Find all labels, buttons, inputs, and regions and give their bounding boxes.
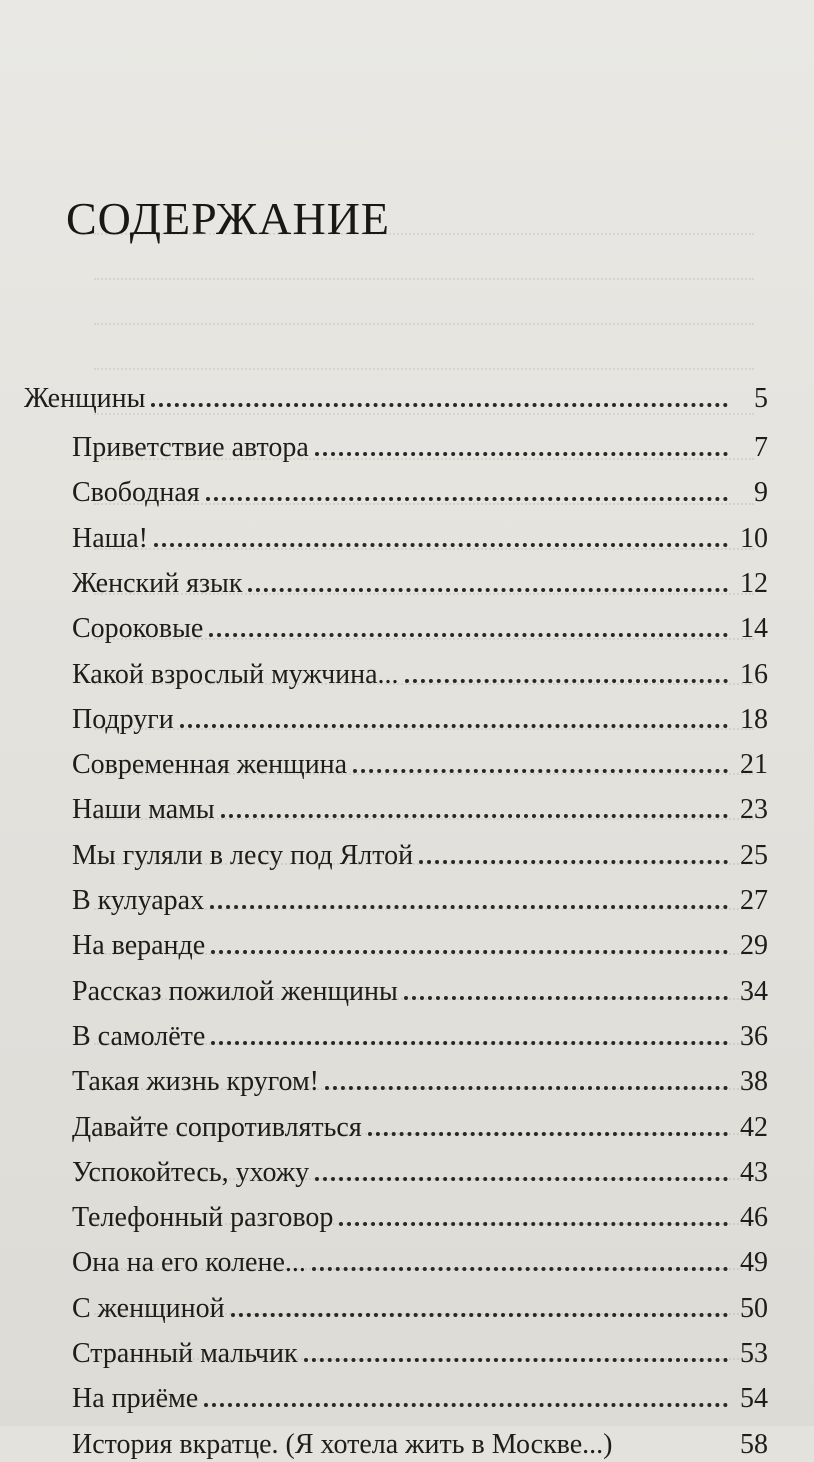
entry-page-number: 29 [740, 930, 768, 961]
entry-page-number: 23 [740, 794, 768, 825]
toc-entry [72, 1065, 768, 1099]
entry-page-number: 21 [740, 749, 768, 780]
dot-leader [353, 769, 728, 773]
entry-title: Рассказ пожилой женщины [72, 976, 398, 1007]
entry-page-number: 53 [740, 1338, 768, 1369]
entry-title: Странный мальчик [72, 1338, 298, 1369]
entry-page-number: 18 [740, 704, 768, 735]
dot-leader [315, 452, 728, 456]
entry-title: Свободная [72, 477, 200, 508]
dot-leader [404, 996, 728, 1000]
dot-leader [211, 1041, 728, 1045]
entry-page-number: 36 [740, 1021, 768, 1052]
toc-entry [72, 748, 768, 782]
entry-title: Современная женщина [72, 749, 348, 780]
toc-entry [72, 1337, 768, 1371]
entry-page-number: 49 [740, 1247, 768, 1278]
entry-title: Наша! [72, 523, 148, 554]
toc-entry [72, 567, 768, 601]
section-title: Женщины [24, 383, 146, 414]
toc-entry [72, 658, 768, 692]
entry-title: Мы гуляли в лесу под Ялтой [72, 840, 414, 871]
bleed-through-line [94, 350, 754, 370]
toc-entry [72, 1111, 768, 1145]
dot-leader [151, 403, 728, 407]
toc-entry [72, 975, 768, 1009]
toc-entry [72, 1156, 768, 1190]
entry-page-number: 12 [740, 568, 768, 599]
entry-title: Приветствие автора [72, 432, 309, 463]
entry-title: Подруги [72, 704, 174, 735]
toc-entry [72, 1292, 768, 1326]
dot-leader [312, 1267, 728, 1271]
entry-page-number: 43 [740, 1157, 768, 1188]
entry-title: Сороковые [72, 613, 204, 644]
dot-leader [368, 1132, 728, 1136]
entry-page-number: 27 [740, 885, 768, 916]
dot-leader [210, 905, 728, 909]
entry-title: Успокойтесь, ухожу [72, 1157, 310, 1188]
entry-title: На приёме [72, 1383, 199, 1414]
entry-title: С женщиной [72, 1293, 225, 1324]
toc-entry [72, 522, 768, 556]
entry-page-number: 10 [740, 523, 768, 554]
entry-page-number: 42 [740, 1112, 768, 1143]
toc-entry [72, 1428, 768, 1462]
dot-leader [206, 497, 728, 501]
toc-entry [72, 1020, 768, 1054]
entry-page-number: 16 [740, 659, 768, 690]
entry-page-number: 54 [740, 1383, 768, 1414]
toc-entry [72, 703, 768, 737]
entry-page-number: 34 [740, 976, 768, 1007]
entry-title: История вкратце. (Я хотела жить в Москве...) [72, 1429, 613, 1460]
dot-leader [248, 588, 728, 592]
entry-page-number: 46 [740, 1202, 768, 1233]
dot-leader [405, 679, 728, 683]
dot-leader [154, 543, 728, 547]
dot-leader [211, 950, 728, 954]
dot-leader [221, 814, 728, 818]
toc-entry [72, 476, 768, 510]
dot-leader [304, 1358, 728, 1362]
entry-page-number: 58 [740, 1429, 768, 1460]
dot-leader [339, 1222, 728, 1226]
dot-leader [180, 724, 728, 728]
dot-leader [209, 633, 728, 637]
dot-leader [315, 1177, 728, 1181]
entry-title: В кулуарах [72, 885, 205, 916]
entry-title: В самолёте [72, 1021, 206, 1052]
entry-page-number: 38 [740, 1066, 768, 1097]
page-title: СОДЕРЖАНИЕ [66, 193, 391, 244]
toc-entry [72, 431, 768, 465]
toc-entry [72, 1201, 768, 1235]
toc-entry [72, 884, 768, 918]
toc-entry [72, 1246, 768, 1280]
bleed-through-line [94, 305, 754, 325]
dot-leader [231, 1313, 728, 1317]
entry-title: На веранде [72, 930, 206, 961]
bleed-through-line [94, 260, 754, 280]
dot-leader [325, 1086, 728, 1090]
toc-section-row [24, 382, 768, 416]
entry-title: Наши мамы [72, 794, 215, 825]
entry-page-number: 25 [740, 840, 768, 871]
toc-entry [72, 839, 768, 873]
entry-title: Она на его колене... [72, 1247, 306, 1278]
toc-entry [72, 612, 768, 646]
dot-leader [419, 860, 728, 864]
section-page-number: 5 [754, 383, 768, 414]
toc-entry [72, 929, 768, 963]
entry-title: Женский язык [72, 568, 243, 599]
entry-title: Какой взрослый мужчина... [72, 659, 399, 690]
entry-title: Телефонный разговор [72, 1202, 334, 1233]
toc-entry [72, 793, 768, 827]
dot-leader [204, 1403, 728, 1407]
entry-page-number: 14 [740, 613, 768, 644]
toc-entry [72, 1382, 768, 1416]
entry-page-number: 7 [754, 432, 768, 463]
entry-page-number: 50 [740, 1293, 768, 1324]
entry-title: Давайте сопротивляться [72, 1112, 362, 1143]
entry-page-number: 9 [754, 477, 768, 508]
entry-title: Такая жизнь кругом! [72, 1066, 319, 1097]
